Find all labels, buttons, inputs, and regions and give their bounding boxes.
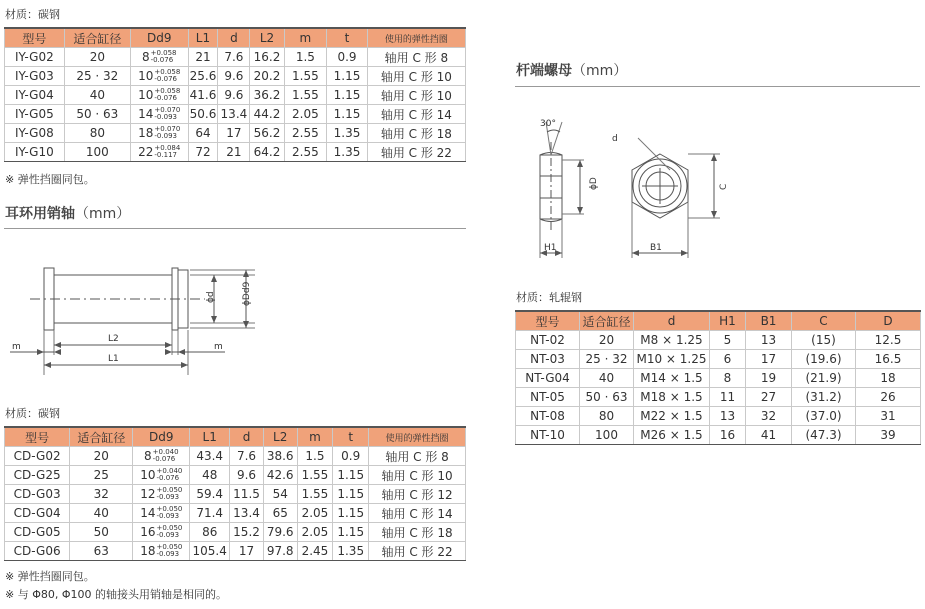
table-row [5,542,466,561]
cell-bore: 20 [580,331,634,350]
iy-spec-table [4,27,466,162]
cell-thread: M8 × 1.25 [634,331,710,350]
table-row [516,407,921,426]
cell-bore: 63 [70,542,133,561]
cell-D: 18 [856,369,921,388]
cell-l2: 16.2 [250,48,284,67]
cell-b1: 19 [746,369,792,388]
cell-model: CD-G06 [5,542,70,561]
cell-D: 31 [856,407,921,426]
cell-thread: M14 × 1.5 [634,369,710,388]
cell-t: 1.15 [327,105,368,124]
cell-D: 16.5 [856,350,921,369]
cell-dd9: 14 +0.070 -0.093 [130,105,188,124]
table-row [5,48,466,67]
table-row [516,369,921,388]
col-header: m [297,427,333,447]
tolerance: +0.040 -0.076 [156,467,183,483]
nut-b1-label: B1 [650,243,662,253]
cell-l2: 79.6 [263,523,297,542]
cd-material: 材质：碳钢 [5,407,60,420]
cell-d: 9.6 [218,67,250,86]
cell-thread: M18 × 1.5 [634,388,710,407]
cell-c: (21.9) [792,369,856,388]
cell-b1: 41 [746,426,792,445]
pin-m-right-label: m [214,342,223,352]
cell-l1: 71.4 [190,504,230,523]
cell-m: 2.55 [284,124,327,143]
table-row [516,331,921,350]
cell-dd9: 10 +0.058 -0.076 [130,86,188,105]
cell-l1: 86 [190,523,230,542]
nut-phid-label: ϕD [589,177,599,190]
cell-h1: 13 [710,407,746,426]
cell-bore: 100 [64,143,130,162]
cell-m: 1.5 [297,447,333,466]
col-header: L1 [190,427,230,447]
cell-c: (15) [792,331,856,350]
pin-m-left-label: m [12,342,21,352]
col-header: t [333,427,369,447]
cell-d: 15.2 [230,523,264,542]
iy-note: ※ 弹性挡圈同包。 [5,173,95,186]
cell-d: 13.4 [218,105,250,124]
cell-b1: 27 [746,388,792,407]
cell-model: NT-08 [516,407,580,426]
cell-model: IY-G04 [5,86,65,105]
cell-m: 2.55 [284,143,327,162]
nut-drawing [510,110,740,265]
col-header: d [230,427,264,447]
tolerance: +0.058 -0.076 [154,68,181,84]
cell-h1: 16 [710,426,746,445]
table-row [5,143,466,162]
col-header: 适合缸径 [64,28,130,48]
cell-m: 2.05 [297,504,333,523]
cell-ring: 轴用 C 形 10 [369,466,466,485]
cell-m: 2.05 [284,105,327,124]
tolerance: +0.058 -0.076 [154,87,181,103]
cell-model: CD-G05 [5,523,70,542]
cell-t: 1.15 [333,485,369,504]
cell-model: IY-G10 [5,143,65,162]
cell-m: 1.55 [297,466,333,485]
col-header: D [856,311,921,331]
cell-bore: 25 · 32 [580,350,634,369]
pin-drawing [0,240,470,390]
cell-l1: 43.4 [190,447,230,466]
cell-bore: 50 [70,523,133,542]
cell-dd9: 18 +0.070 -0.093 [130,124,188,143]
nut-unit: （mm） [572,63,628,79]
cell-m: 1.55 [284,86,327,105]
cell-thread: M26 × 1.5 [634,426,710,445]
col-header: 使用的弹性挡圈 [367,28,465,48]
cell-d: 17 [218,124,250,143]
cell-b1: 17 [746,350,792,369]
col-header: t [327,28,368,48]
cell-b1: 32 [746,407,792,426]
col-header: L2 [263,427,297,447]
cell-ring: 轴用 C 形 18 [369,523,466,542]
table-row [5,124,466,143]
cell-bore: 40 [70,504,133,523]
cell-model: IY-G05 [5,105,65,124]
cell-l1: 59.4 [190,485,230,504]
cd-note-1: ※ 弹性挡圈同包。 [5,570,95,583]
col-header: 适合缸径 [70,427,133,447]
cell-model: CD-G03 [5,485,70,504]
cell-m: 1.55 [284,67,327,86]
section-divider [515,86,920,87]
cell-d: 11.5 [230,485,264,504]
cell-m: 1.55 [297,485,333,504]
cell-t: 0.9 [327,48,368,67]
cell-model: IY-G08 [5,124,65,143]
pin-l1-label: L1 [108,354,119,364]
cell-dd9: 18 +0.050 -0.093 [133,542,190,561]
cd-spec-table [4,426,466,561]
iy-material: 材质：碳钢 [5,8,60,21]
cell-model: CD-G02 [5,447,70,466]
tolerance: +0.084 -0.117 [154,144,181,160]
cell-m: 2.45 [297,542,333,561]
cell-bore: 80 [64,124,130,143]
cell-model: NT-10 [516,426,580,445]
cell-l1: 25.6 [188,67,218,86]
cell-model: IY-G02 [5,48,65,67]
cell-model: CD-G04 [5,504,70,523]
col-header: L1 [188,28,218,48]
col-header: 适合缸径 [580,311,634,331]
cell-l2: 36.2 [250,86,284,105]
cell-dd9: 22 +0.084 -0.117 [130,143,188,162]
cell-ring: 轴用 C 形 22 [367,143,465,162]
cell-bore: 25 [70,466,133,485]
cell-h1: 5 [710,331,746,350]
cell-D: 39 [856,426,921,445]
section-divider [4,228,466,229]
cell-l2: 54 [263,485,297,504]
cell-model: IY-G03 [5,67,65,86]
nut-material: 材质：轧辊钢 [516,291,582,304]
cell-t: 1.15 [333,466,369,485]
nut-c-label: C [719,183,729,190]
cell-bore: 50 · 63 [580,388,634,407]
cell-bore: 25 · 32 [64,67,130,86]
col-header: d [218,28,250,48]
cell-d: 7.6 [218,48,250,67]
pin-title: 耳环用销轴 [5,206,75,222]
cell-d: 9.6 [218,86,250,105]
cell-l2: 65 [263,504,297,523]
cell-t: 1.15 [327,67,368,86]
table-row [516,350,921,369]
cell-l2: 44.2 [250,105,284,124]
col-header: B1 [746,311,792,331]
cell-b1: 13 [746,331,792,350]
cell-ring: 轴用 C 形 8 [369,447,466,466]
cell-dd9: 10 +0.040 -0.076 [133,466,190,485]
tolerance: +0.040 -0.076 [152,448,179,464]
cell-D: 12.5 [856,331,921,350]
cell-d: 7.6 [230,447,264,466]
cell-l2: 64.2 [250,143,284,162]
col-header: d [634,311,710,331]
cell-thread: M22 × 1.5 [634,407,710,426]
pin-l2-label: L2 [108,334,119,344]
table-row [5,523,466,542]
col-header: 型号 [5,28,65,48]
cell-l1: 72 [188,143,218,162]
tolerance: +0.070 -0.093 [154,106,181,122]
cell-bore: 20 [70,447,133,466]
cell-dd9: 16 +0.050 -0.093 [133,523,190,542]
cell-h1: 6 [710,350,746,369]
cell-l1: 64 [188,124,218,143]
cell-dd9: 8 +0.040 -0.076 [133,447,190,466]
col-header: 型号 [516,311,580,331]
cell-model: NT-05 [516,388,580,407]
cell-d: 9.6 [230,466,264,485]
col-header: C [792,311,856,331]
cell-ring: 轴用 C 形 22 [369,542,466,561]
cell-h1: 11 [710,388,746,407]
table-row [5,86,466,105]
col-header: 使用的弹性挡圈 [369,427,466,447]
col-header: Dd9 [133,427,190,447]
cell-l1: 50.6 [188,105,218,124]
cell-l1: 21 [188,48,218,67]
cell-l2: 38.6 [263,447,297,466]
cell-model: NT-03 [516,350,580,369]
cell-t: 1.35 [327,143,368,162]
tolerance: +0.050 -0.093 [156,543,183,559]
nut-spec-table [515,310,921,445]
cell-t: 0.9 [333,447,369,466]
cell-d: 13.4 [230,504,264,523]
cell-l2: 56.2 [250,124,284,143]
nut-h1-label: H1 [544,243,557,253]
col-header: m [284,28,327,48]
cell-m: 1.5 [284,48,327,67]
cell-bore: 100 [580,426,634,445]
cell-ring: 轴用 C 形 18 [367,124,465,143]
cell-d: 21 [218,143,250,162]
cell-model: NT-02 [516,331,580,350]
cell-t: 1.15 [333,504,369,523]
tolerance: +0.050 -0.093 [156,505,183,521]
nut-d-label: d [612,134,618,144]
cell-ring: 轴用 C 形 14 [369,504,466,523]
pin-unit: （mm） [75,206,131,222]
cell-bore: 40 [580,369,634,388]
col-header: Dd9 [130,28,188,48]
table-row [5,466,466,485]
cell-dd9: 14 +0.050 -0.093 [133,504,190,523]
cell-bore: 32 [70,485,133,504]
cell-h1: 8 [710,369,746,388]
table-header-row [5,427,466,447]
cell-bore: 50 · 63 [64,105,130,124]
cell-ring: 轴用 C 形 10 [367,67,465,86]
cell-c: (37.0) [792,407,856,426]
col-header: L2 [250,28,284,48]
cell-dd9: 12 +0.050 -0.093 [133,485,190,504]
cell-l2: 97.8 [263,542,297,561]
table-row [5,105,466,124]
col-header: H1 [710,311,746,331]
tolerance: +0.070 -0.093 [154,125,181,141]
cell-thread: M10 × 1.25 [634,350,710,369]
cell-l2: 20.2 [250,67,284,86]
cell-l1: 41.6 [188,86,218,105]
table-row [5,447,466,466]
cell-D: 26 [856,388,921,407]
tolerance: +0.050 -0.093 [156,486,183,502]
cell-c: (19.6) [792,350,856,369]
cell-c: (47.3) [792,426,856,445]
table-row [5,504,466,523]
cell-c: (31.2) [792,388,856,407]
nut-section-title [516,60,627,80]
pin-d-label: ϕd [206,291,216,303]
nut-title: 杆端螺母 [516,63,572,79]
table-row [5,67,466,86]
tolerance: +0.058 -0.076 [150,49,177,65]
cell-dd9: 10 +0.058 -0.076 [130,67,188,86]
cell-ring: 轴用 C 形 14 [367,105,465,124]
pin-dd9-label: ϕDd9 [242,281,252,306]
table-header-row [5,28,466,48]
cell-m: 2.05 [297,523,333,542]
cell-t: 1.15 [327,86,368,105]
table-row [516,426,921,445]
cell-ring: 轴用 C 形 8 [367,48,465,67]
cell-t: 1.15 [333,523,369,542]
cell-model: CD-G25 [5,466,70,485]
cell-model: NT-G04 [516,369,580,388]
cell-l1: 48 [190,466,230,485]
cell-d: 17 [230,542,264,561]
cd-note-2: ※ 与 Φ80, Φ100 的轴接头用销轴是相同的。 [5,588,228,601]
tolerance: +0.050 -0.093 [156,524,183,540]
cell-bore: 40 [64,86,130,105]
nut-angle-label: 30° [540,119,556,129]
cell-l2: 42.6 [263,466,297,485]
cell-ring: 轴用 C 形 10 [367,86,465,105]
col-header: 型号 [5,427,70,447]
table-header-row [516,311,921,331]
table-row [516,388,921,407]
cell-l1: 105.4 [190,542,230,561]
pin-section-title [5,203,130,223]
cell-t: 1.35 [333,542,369,561]
cell-ring: 轴用 C 形 12 [369,485,466,504]
cell-dd9: 8 +0.058 -0.076 [130,48,188,67]
cell-bore: 80 [580,407,634,426]
table-row [5,485,466,504]
cell-t: 1.35 [327,124,368,143]
cell-bore: 20 [64,48,130,67]
